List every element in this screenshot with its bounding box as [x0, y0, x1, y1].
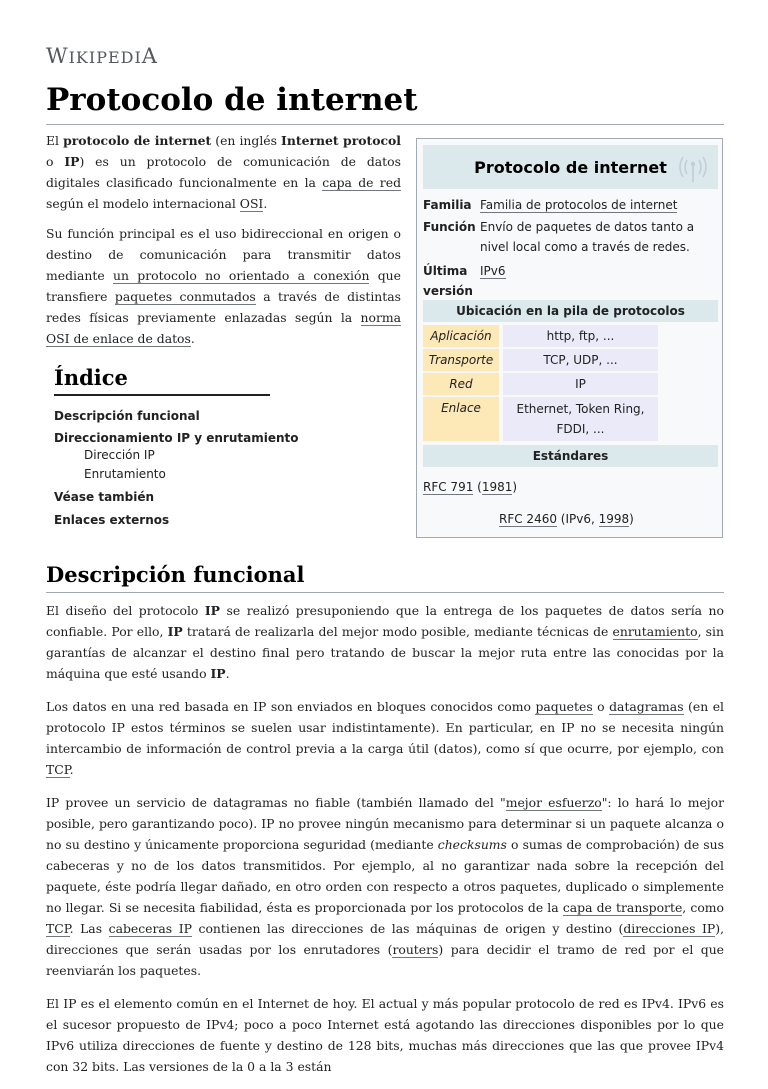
row-label: Última versión — [423, 264, 473, 298]
link-transporte[interactable]: Transporte — [423, 349, 499, 371]
link-1998[interactable]: 1998 — [598, 512, 630, 526]
lead-paragraph-2: Su función principal es el uso bidireccional en origen o destino de comunicación para transmitir datos mediante un protocolo no orientado a conexión que transfiere paquetes conmutados a través de distintas redes físicas previamente enlazadas según la norma OSI de enlace de datos. — [46, 226, 402, 346]
infobox — [416, 138, 723, 538]
toc-item[interactable]: Direccionamiento IP y enrutamiento — [54, 431, 299, 445]
link-paquetes-conmutados[interactable]: paquetes conmutados — [114, 289, 256, 304]
layer-protocols: Ethernet, Token Ring, FDDI, ... — [503, 397, 658, 441]
link-protocolo-no-orientado[interactable]: un protocolo no orientado a conexión — [112, 268, 370, 283]
logo-letters: IKIPEDI — [68, 48, 142, 67]
link-aplicacion[interactable]: Aplicación — [423, 325, 499, 347]
standard-rfc791: RFC 791 (1981) — [423, 480, 518, 494]
link-enrutamiento[interactable]: enrutamiento — [612, 624, 698, 639]
toc-item[interactable]: Descripción funcional — [54, 409, 200, 423]
standards-heading: Estándares — [423, 445, 718, 467]
link-rfc-791[interactable]: RFC 791 — [423, 480, 474, 494]
link-osi[interactable]: OSI — [239, 196, 264, 211]
layer-protocols: IP — [503, 373, 658, 395]
link-norma-osi[interactable]: norma OSI de enlace de datos — [46, 310, 401, 346]
standard-rfc2460: RFC 2460 (IPv6, 1998) — [499, 512, 634, 526]
link-mejor-esfuerzo[interactable]: mejor esfuerzo — [505, 795, 602, 810]
layer-protocols: TCP, UDP, ... — [503, 349, 658, 371]
link-capa-de-transporte[interactable]: capa de transporte — [562, 900, 683, 915]
toc-item[interactable]: Véase también — [54, 490, 155, 504]
row-value: Envío de paquetes de datos tanto a nivel local como a través de redes. — [480, 220, 695, 254]
body-paragraph: Los datos en una red basada en IP son enviados en bloques conocidos como paquetes o datagramas (en el protocolo IP estos términos se suelen usar indistintamente). En particular, en IP no se necesita ningún intercambio de información de control previa a la carga útil (datos), como sí que ocurre, por ejemplo, con TCP. — [46, 699, 724, 777]
body-paragraph: El IP es el elemento común en el Internet de hoy. El actual y más popular protocolo de red es IPv4. IPv6 es el sucesor propuesto de IPv4; poco a poco Internet está agotando las direcciones disponibles por lo que IPv6 utiliza direcciones de fuente y destino de 128 bits, muchas más direcciones que las que provee IPv4 con 32 bits. Las versiones de la 0 a la 3 están — [46, 996, 724, 1074]
wikipedia-logo[interactable] — [46, 44, 158, 68]
link-tcp[interactable]: TCP — [46, 921, 70, 936]
link-1981[interactable]: 1981 — [481, 480, 513, 494]
section-title: Descripción funcional — [46, 562, 724, 593]
table-of-contents — [54, 365, 299, 527]
lead-paragraph-1: El protocolo de internet (en inglés Internet protocol o IP) es un protocolo de comunicación de datos digitales clasificado funcionalmente en la capa de red según el modelo internacional OSI. — [46, 133, 401, 211]
link-red[interactable]: Red — [423, 373, 499, 395]
body-paragraph: El diseño del protocolo IP se realizó presuponiendo que la entrega de los paquetes de datos sería no confiable. Por ello, IP tratará de realizarla del mejor modo posible, mediante técnicas de enrutamiento, sin garantías de alcanzar el destino final pero tratando de buscar la mejor ruta entre las conocidas por la máquina que esté usando IP. — [46, 603, 725, 681]
link-tcp[interactable]: TCP — [46, 762, 70, 777]
toc-item[interactable]: Enlaces externos — [54, 513, 170, 527]
link-datagramas[interactable]: datagramas — [609, 699, 684, 714]
link-familia-protocolos[interactable]: Familia de protocolos de internet — [480, 198, 678, 212]
wireless-signal-icon — [676, 150, 710, 184]
link-direcciones-ip[interactable]: direcciones IP — [623, 921, 716, 936]
logo-letter: A — [141, 44, 158, 68]
row-label: Función — [423, 220, 476, 234]
link-ipv6[interactable]: IPv6 — [480, 264, 506, 278]
link-cabeceras-ip[interactable]: cabeceras IP — [108, 921, 192, 936]
logo-letter: W — [46, 44, 69, 68]
section-body — [46, 600, 724, 1089]
row-label: Familia — [423, 198, 472, 212]
link-enlace[interactable]: Enlace — [423, 397, 499, 441]
toc-subitem[interactable]: Dirección IP — [84, 448, 155, 462]
stack-heading: Ubicación en la pila de protocolos — [423, 300, 718, 322]
link-paquetes[interactable]: paquetes — [535, 699, 593, 714]
link-rfc-2460[interactable]: RFC 2460 — [499, 512, 557, 526]
toc-heading: Índice — [54, 365, 270, 396]
toc-subitem[interactable]: Enrutamiento — [84, 467, 166, 481]
infobox-title: Protocolo de internet — [423, 145, 718, 189]
body-paragraph: IP provee un servicio de datagramas no fiable (también llamado del "mejor esfuerzo": lo hará lo mejor posible, pero garantizando poco). IP no provee ningún mecanismo para determinar si un paquete alcanza o no su destino y únicamente proporciona seguridad (mediante checksums o sumas de comprobación) de sus cabeceras y no de los datos transmitidos. Por ejemplo, al no garantizar nada sobre la recepción del paquete, éste podría llegar dañado, en otro orden con respecto a otros paquetes, duplicado o simplemente no llegar. Si se necesita fiabilidad, ésta es proporcionada por los protocolos de la capa de transporte, como TCP. Las cabeceras IP contienen las direcciones de las máquinas de origen y destino (direcciones IP), direcciones que serán usadas por los enrutadores (routers) para decidir el tramo de red por el que reenviarán los paquetes. — [46, 795, 725, 978]
page-title: Protocolo de internet — [46, 80, 724, 125]
link-routers[interactable]: routers — [392, 942, 439, 957]
layer-protocols: http, ftp, ... — [503, 325, 658, 347]
link-capa-de-red[interactable]: capa de red — [322, 175, 401, 190]
